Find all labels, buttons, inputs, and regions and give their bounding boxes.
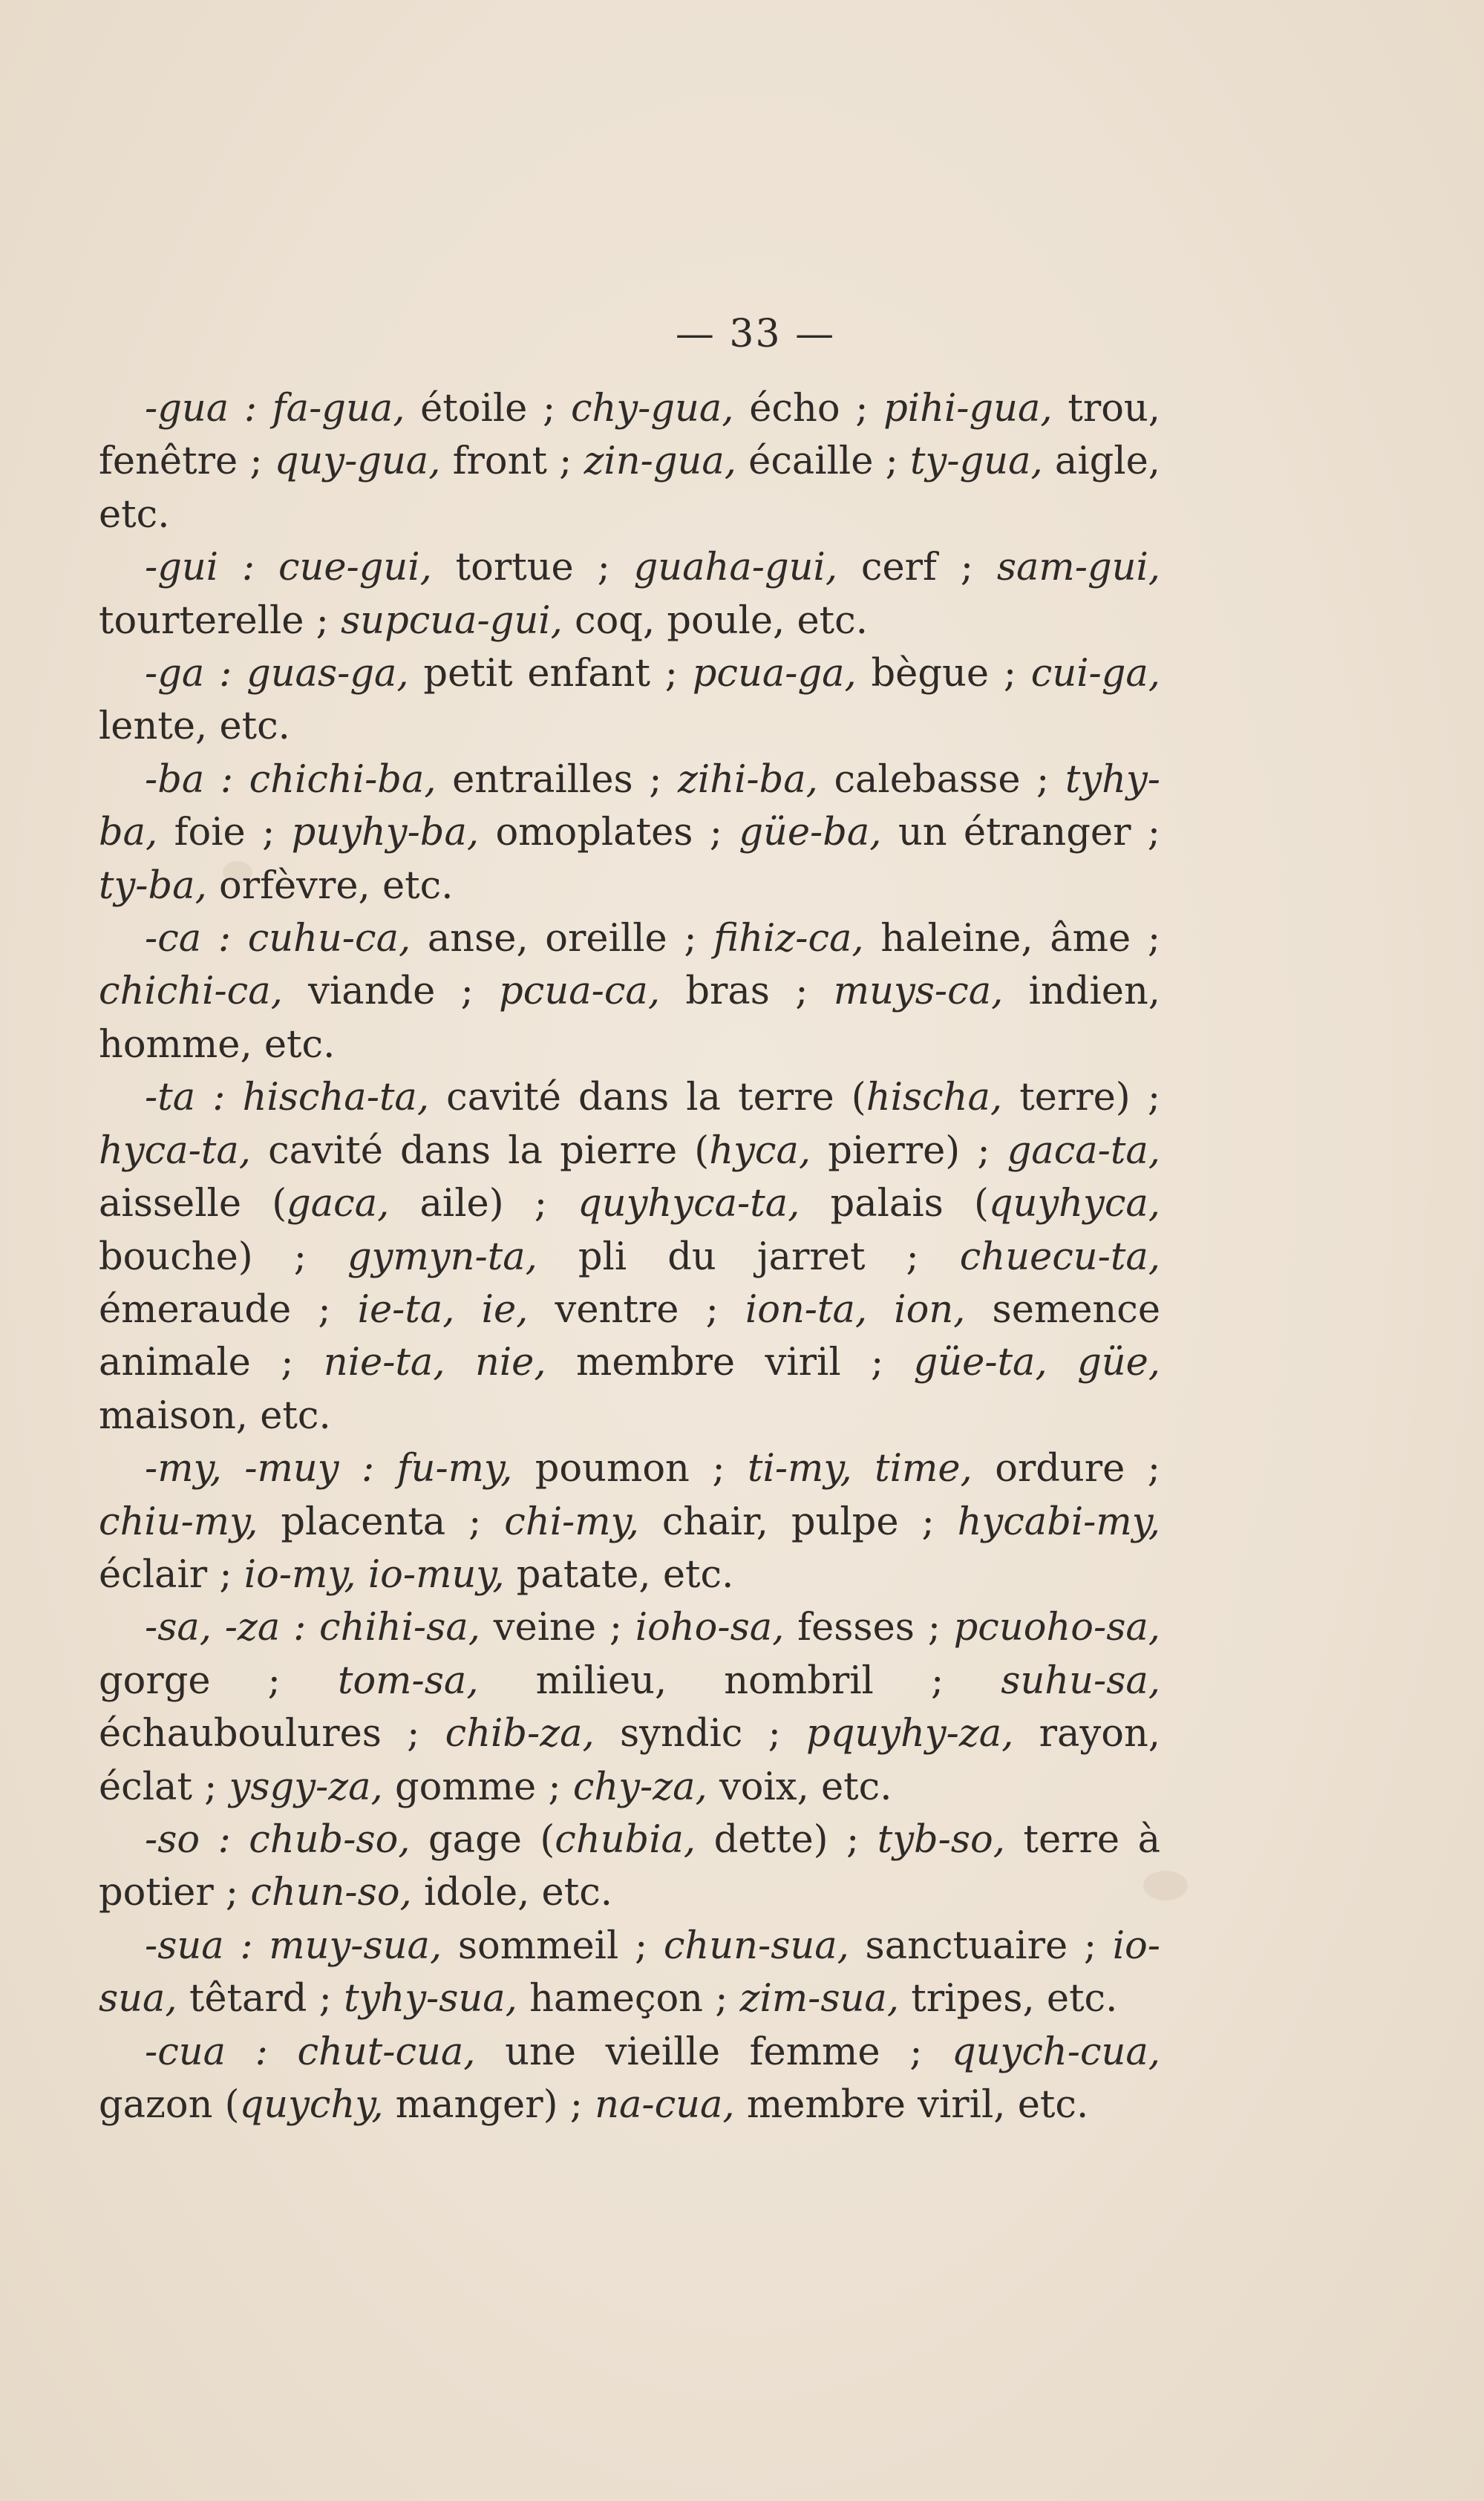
italic-term: cue-gui, (278, 546, 432, 590)
gloss-text (374, 1447, 396, 1491)
gloss-text: manger) ; (383, 2083, 595, 2127)
italic-term: ysgy-za, (229, 1765, 383, 1809)
italic-term: chut-cua, (297, 2030, 476, 2074)
gloss-text: pli du jarret ; (537, 1235, 960, 1279)
italic-term: pcua-ga, (692, 652, 857, 696)
dictionary-paragraph (99, 382, 1160, 541)
gloss-text (225, 1076, 242, 1119)
gloss-text: aigle, etc. (99, 439, 1160, 537)
gloss-text: coq, poule, etc. (562, 598, 868, 643)
gloss-text: cerf ; (837, 546, 997, 590)
gloss-text: bras ; (660, 970, 834, 1014)
gloss-text: une vieille femme ; (475, 2030, 952, 2074)
italic-term: ie-ta, (357, 1287, 455, 1332)
page-body (99, 382, 1160, 2131)
gloss-text: fesses ; (784, 1606, 954, 1650)
gloss-text: émeraude ; (99, 1287, 358, 1332)
dictionary-paragraph (99, 1920, 1160, 2026)
gloss-text: trou, fenêtre ; (99, 387, 1160, 484)
italic-term: suhu-sa, (1001, 1658, 1161, 1703)
italic-term: na-cua, (595, 2083, 735, 2127)
gloss-text: veine ; (480, 1606, 635, 1650)
italic-term: quychy, (239, 2083, 384, 2127)
italic-term: chun-sua, (663, 1923, 849, 1968)
gloss-text: pierre) ; (811, 1128, 1007, 1173)
gloss-text (255, 546, 278, 589)
italic-term: supcua-gui, (341, 598, 563, 643)
italic-term: tyb-so, (877, 1817, 1005, 1862)
italic-term: güe, (1077, 1341, 1161, 1385)
gloss-text (445, 1341, 475, 1384)
gloss-text: cavité dans la pierre ( (250, 1128, 710, 1173)
italic-term: chubia, (555, 1817, 696, 1862)
dictionary-paragraph (99, 1814, 1160, 1920)
dictionary-paragraph (99, 541, 1160, 647)
gloss-text: semence animale ; (99, 1287, 1161, 1385)
italic-term: guaha-gui, (633, 546, 838, 590)
italic-term: chi-my, (504, 1500, 639, 1544)
italic-term: nie, (474, 1341, 546, 1385)
gloss-text: éclair ; (99, 1552, 244, 1597)
italic-term: -ca : (145, 917, 232, 961)
italic-term: gaca-ta, (1007, 1128, 1161, 1173)
italic-term: chub-so, (249, 1817, 411, 1862)
dictionary-paragraph (99, 1601, 1160, 1814)
gloss-text: rayon, éclat ; (99, 1712, 1161, 1809)
italic-term: ioho-sa, (635, 1606, 785, 1650)
italic-term: chun-so, (250, 1871, 412, 1915)
italic-term: sam-gui, (996, 546, 1160, 590)
italic-term: gaca, (287, 1182, 390, 1226)
gloss-text (306, 1606, 319, 1650)
italic-term: güe-ta, (913, 1341, 1047, 1385)
italic-term: -sua : (145, 1923, 253, 1968)
italic-term: pihi-gua, (883, 387, 1053, 431)
italic-term: pquyhy-za, (806, 1712, 1014, 1756)
dictionary-paragraph (99, 1071, 1160, 1442)
italic-term: chy-gua, (570, 387, 734, 431)
italic-term: cuhu-ca, (247, 917, 411, 961)
gloss-text: cavité dans la terre ( (429, 1076, 866, 1120)
italic-term: gymyn-ta, (347, 1235, 537, 1279)
italic-term: chy-za, (572, 1765, 707, 1809)
italic-term: -ba : (145, 757, 234, 802)
gloss-text: gage ( (410, 1817, 555, 1862)
gloss-text (231, 917, 248, 961)
italic-term: puyhy-ba, (291, 811, 480, 855)
italic-term: tom-sa, (337, 1658, 479, 1703)
gloss-text: chair, pulpe ; (638, 1500, 958, 1544)
dictionary-paragraph (99, 1442, 1160, 1601)
italic-term: ie, (481, 1287, 529, 1332)
gloss-text: entrailles ; (436, 757, 679, 802)
italic-term: cui-ga, (1030, 652, 1161, 696)
gloss-text: ordure ; (972, 1447, 1160, 1491)
italic-term: zihi-ba, (678, 757, 818, 802)
gloss-text: têtard ; (177, 1977, 344, 2021)
italic-term: -sa, -za : (145, 1606, 307, 1650)
gloss-text (232, 652, 246, 696)
gloss-text: tourterelle ; (99, 598, 341, 643)
gloss-text: un étranger ; (881, 811, 1160, 855)
italic-term: time, (875, 1447, 973, 1491)
gloss-text (867, 1288, 894, 1332)
gloss-text: anse, oreille ; (411, 917, 714, 961)
italic-term: güe-ba, (739, 811, 882, 855)
gloss-text: poumon ; (512, 1447, 748, 1491)
italic-term: quyhyca-ta, (578, 1182, 800, 1226)
gloss-text (455, 1288, 482, 1332)
italic-term: chichi-ba, (249, 757, 437, 802)
italic-term: ty-gua, (910, 439, 1043, 484)
italic-term: guas-ga, (246, 652, 409, 696)
gloss-text: front ; (440, 439, 584, 484)
gloss-text: petit enfant ; (408, 652, 693, 696)
dictionary-paragraph (99, 647, 1160, 753)
italic-term: chichi-ca, (99, 970, 283, 1014)
gloss-text: lente, etc. (99, 704, 290, 749)
gloss-text (233, 758, 249, 802)
gloss-text: gazon ( (99, 2083, 240, 2127)
italic-term: zin-gua, (584, 439, 736, 484)
gloss-text (268, 2030, 298, 2074)
italic-term: nie-ta, (323, 1341, 445, 1385)
gloss-text: bouche) ; (99, 1235, 348, 1279)
italic-term: -gua : (145, 387, 258, 431)
gloss-text: hameçon ; (517, 1977, 740, 2021)
gloss-text: maison, etc. (99, 1393, 331, 1438)
gloss-text: tripes, etc. (899, 1977, 1118, 2021)
italic-term: pcua-ca, (499, 970, 661, 1014)
italic-term: chihi-sa, (319, 1606, 480, 1650)
gloss-text (253, 1924, 269, 1968)
gloss-text: échauboulures ; (99, 1712, 445, 1756)
gloss-text: patate, etc. (504, 1552, 734, 1597)
italic-term: io-my, (243, 1552, 356, 1597)
gloss-text (852, 1447, 875, 1491)
gloss-text: placenta ; (258, 1500, 505, 1544)
italic-term: -so : (145, 1817, 231, 1862)
italic-term: ti-my, (748, 1447, 852, 1491)
italic-term: pcuoho-sa, (953, 1606, 1160, 1650)
italic-term: -ga : (145, 652, 232, 696)
italic-term: hyca, (709, 1128, 811, 1173)
gloss-text (1047, 1341, 1077, 1384)
gloss-text: aisselle ( (99, 1182, 287, 1226)
italic-term: fihiz-ca, (713, 917, 864, 961)
gloss-text: étoile ; (405, 387, 571, 431)
gloss-text: dette) ; (696, 1817, 877, 1862)
gloss-text: milieu, nombril ; (478, 1658, 1001, 1703)
italic-term: hyca-ta, (99, 1128, 251, 1173)
gloss-text: haleine, âme ; (863, 917, 1160, 961)
gloss-text: omoplates ; (479, 811, 739, 855)
italic-term: chuecu-ta, (959, 1235, 1160, 1279)
gloss-text: gomme ; (382, 1765, 573, 1809)
gloss-text: terre à potier ; (99, 1817, 1160, 1915)
italic-term: io-sua, (99, 1923, 1160, 2021)
gloss-text: viande ; (282, 970, 500, 1014)
italic-term: quy-gua, (274, 439, 441, 484)
gloss-text: indien, homme, etc. (99, 970, 1160, 1067)
italic-term: hischa, (866, 1076, 1003, 1120)
gloss-text: syndic ; (594, 1712, 807, 1756)
dictionary-paragraph (99, 753, 1160, 912)
italic-term: -ta : (145, 1076, 226, 1120)
gloss-text: écho ; (733, 387, 884, 431)
italic-term: chiu-my, (99, 1500, 258, 1544)
gloss-text: idole, etc. (411, 1871, 613, 1915)
italic-term: io-muy, (367, 1552, 505, 1597)
gloss-text (356, 1553, 368, 1597)
gloss-text: calebasse ; (817, 757, 1065, 802)
gloss-text: aile) ; (389, 1182, 578, 1226)
gloss-text: gorge ; (99, 1658, 338, 1703)
gloss-text: écaille ; (736, 439, 911, 484)
gloss-text: palais ( (800, 1182, 989, 1226)
gloss-text (231, 1818, 249, 1862)
italic-term: chib-za, (445, 1712, 595, 1756)
gloss-text: foie ; (157, 811, 292, 855)
gloss-text: sanctuaire ; (849, 1923, 1113, 1968)
italic-term: muys-ca, (833, 970, 1004, 1014)
dictionary-paragraph (99, 2026, 1160, 2132)
gloss-text (257, 387, 272, 431)
italic-term: ty-ba, (99, 863, 207, 908)
italic-term: muy-sua, (269, 1923, 442, 1968)
page-number: — 33 — (675, 312, 836, 356)
italic-term: fa-gua, (272, 387, 405, 431)
italic-term: quych-cua, (952, 2030, 1160, 2074)
gloss-text: membre viril, etc. (734, 2083, 1089, 2127)
italic-term: -my, -muy : (145, 1447, 375, 1491)
dictionary-paragraph (99, 912, 1160, 1071)
italic-term: tyhy-ba, (99, 757, 1161, 855)
italic-term: quyhyca, (988, 1182, 1161, 1226)
italic-term: hycabi-my, (957, 1500, 1161, 1544)
italic-term: hischa-ta, (242, 1076, 430, 1120)
gloss-text: tortue ; (431, 546, 634, 590)
italic-term: -gui : (145, 546, 255, 590)
gloss-text: ventre ; (528, 1287, 745, 1332)
gloss-text: bègue ; (856, 652, 1031, 696)
italic-term: -cua : (145, 2030, 268, 2074)
gloss-text: voix, etc. (707, 1765, 892, 1809)
gloss-text: orfèvre, etc. (206, 863, 454, 908)
gloss-text: sommeil ; (442, 1923, 664, 1968)
gloss-text: membre viril ; (546, 1341, 914, 1385)
italic-term: ion-ta, (745, 1287, 868, 1332)
italic-term: fu-my, (396, 1447, 513, 1491)
gloss-text: terre) ; (1002, 1076, 1161, 1120)
italic-term: ion, (894, 1287, 966, 1332)
italic-term: zim-sua, (739, 1977, 900, 2021)
italic-term: tyhy-sua, (344, 1977, 517, 2021)
